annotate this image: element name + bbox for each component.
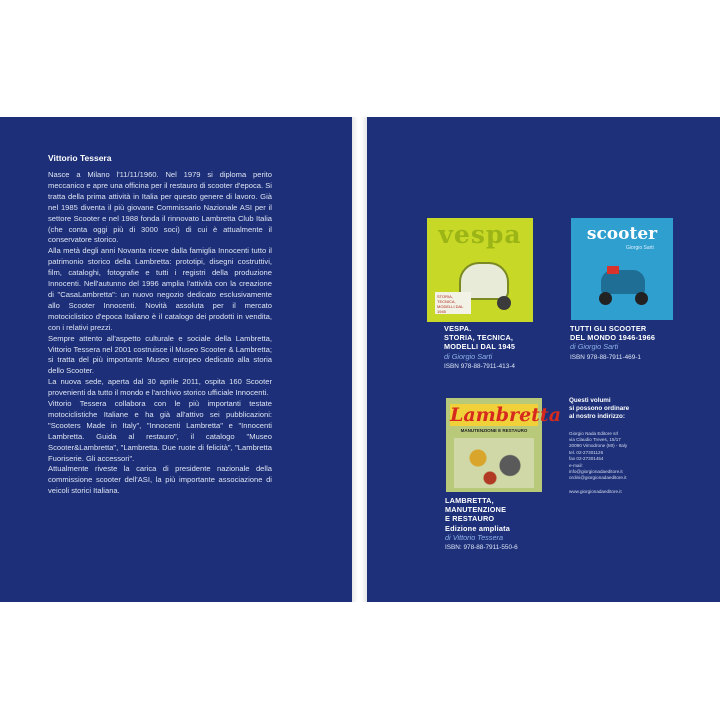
book-title-line: TUTTI GLI SCOOTER [570, 324, 647, 333]
author-title: Vittorio Tessera [48, 153, 112, 163]
vespa-book-cover [427, 218, 533, 322]
order-heading-line: al nostro indirizzo: [569, 413, 625, 421]
lambretta-book-cover [446, 398, 562, 492]
bio-paragraph: Attualmente riveste la carica di presidente nazionale della commissione scooter dell'ASI, la più importante associazione di veicoli storici Italiana. [48, 464, 272, 496]
address-line: info@giorgionadaeditore.it [569, 469, 623, 475]
book-info-scooter [570, 324, 655, 362]
address-line: via Claudio Treves, 15/17 [569, 437, 621, 443]
book-title-line: DEL MONDO 1946-1966 [570, 333, 656, 343]
cover-title: scooter [586, 224, 658, 244]
scooter-book-cover [571, 218, 673, 320]
wheel-shape [635, 292, 648, 305]
address-line: Giorgio Nada Editore srl [569, 430, 619, 436]
book-title-line: E RESTAURO [445, 514, 495, 524]
book-isbn: ISBN 978-88-7911-413-4 [444, 362, 515, 370]
wheel-shape [599, 292, 612, 305]
order-heading-line: si possono ordinare [569, 405, 630, 413]
order-heading-line: Questi volumi [569, 397, 611, 404]
book-gutter [352, 117, 367, 602]
book-author: di Vittorio Tessera [445, 532, 504, 542]
bio-paragraph: Nasce a Milano l'11/11/1960. Nel 1979 si diploma perito meccanico e apre una officina per il restauro di scooter d'epoca. Si tratta della prima attività in Italia per questo genere di lavoro. Già nel 1985 diventa il più giovane Commissario Nazionale ASI per il settore Scooter e nel 1988 fonda il rinnovato Lambretta Club Italia (che conta oggi più di 3000 soci) di cui è attualmente il conservatore storico. [48, 170, 272, 245]
cover-title: Lambretta [450, 404, 562, 426]
address-line: tel. 02-27301126 [569, 449, 604, 455]
book-author: di Giorgio Sarti [570, 342, 619, 352]
right-page [367, 117, 720, 602]
book-title-line: STORIA, TECNICA, [444, 333, 514, 343]
order-heading [569, 397, 679, 422]
engine-parts-illustration [454, 438, 534, 488]
bio-paragraph: Sempre attento all'aspetto culturale e sociale della Lambretta, Vittorio Tessera nel 2001 costruisce il Museo Scooter & Lambretta; si tratta del più importante Museo europeo dedicato alla storia dello Scooter. [48, 333, 272, 376]
bio-paragraph: Vittorio Tessera collabora con le più importanti testate motociclistiche Italiane e ha già all'attivo sei pubblicazioni: "Scooters Made in Italy", "Innocenti Lambretta" e "Innocenti Lambretta. Guida al restauro", il catalogo "Museo Scooter&Lambretta", "Lambretta. Due ruote di felicità", "Lambretta Fuoriserie. Gli accessori". [48, 399, 272, 463]
book-title-line: MODELLI DAL 1945 [444, 342, 516, 352]
book-isbn: ISBN: 978-88-7911-550-6 [445, 544, 518, 552]
book-title-line: VESPA. [444, 324, 472, 333]
address-line: ordini@giorgionadaeditore.it [569, 475, 627, 481]
bio-paragraph: La nuova sede, aperta dal 30 aprile 2011, ospita 160 Scooter provenienti da tutto il mondo e l'archivio storico ufficiale Innocenti. [48, 377, 272, 398]
address-line: e-mail: [569, 462, 583, 468]
book-info-lambretta [445, 496, 518, 552]
author-biography [48, 170, 272, 497]
cover-subtitle: MANUTENZIONE E RESTAURO [460, 428, 528, 433]
book-title-line: Edizione ampliata [445, 523, 511, 533]
bio-paragraph: Alla metà degli anni Novanta riceve dalla famiglia Innocenti tutto il patrimonio storico della Lambretta: prototipi, disegni costruttivi, film, cataloghi, fotografie e tutti i registri della produzione Innocenti. Nell'autunno del 1996 amplia l'attività con la creazione di "CasaLambretta": un nuovo negozio dedicato esclusivamente allo Scooter Innocenti. Novità assoluta per il mercato motociclistico d'epoca Italiano è il catalogo dei prodotti in vendita, con i relativi prezzi. [48, 246, 272, 332]
cover-label: STORIA, TECNICA, MODELLI DAL 1945 [435, 292, 471, 314]
wheel-shape [497, 296, 511, 310]
order-info [569, 397, 679, 494]
book-title-line: LAMBRETTA, [445, 496, 494, 505]
scooter-accent [607, 266, 619, 274]
book-author: di Giorgio Sarti [444, 351, 493, 361]
publisher-website: www.giorgionadaeditore.it [569, 488, 622, 494]
cover-subtitle: Giorgio Sarti [626, 245, 654, 251]
book-isbn: ISBN 978-88-7911-469-1 [570, 353, 641, 361]
cover-title: vespa [438, 220, 522, 249]
address-line: fax 02-27301454 [569, 456, 604, 462]
address-line: 20090 Vimodrone (MI) - Italy [569, 443, 628, 449]
book-title-line: MANUTENZIONE [445, 505, 507, 515]
publisher-address [569, 431, 679, 482]
book-info-vespa [444, 324, 515, 371]
